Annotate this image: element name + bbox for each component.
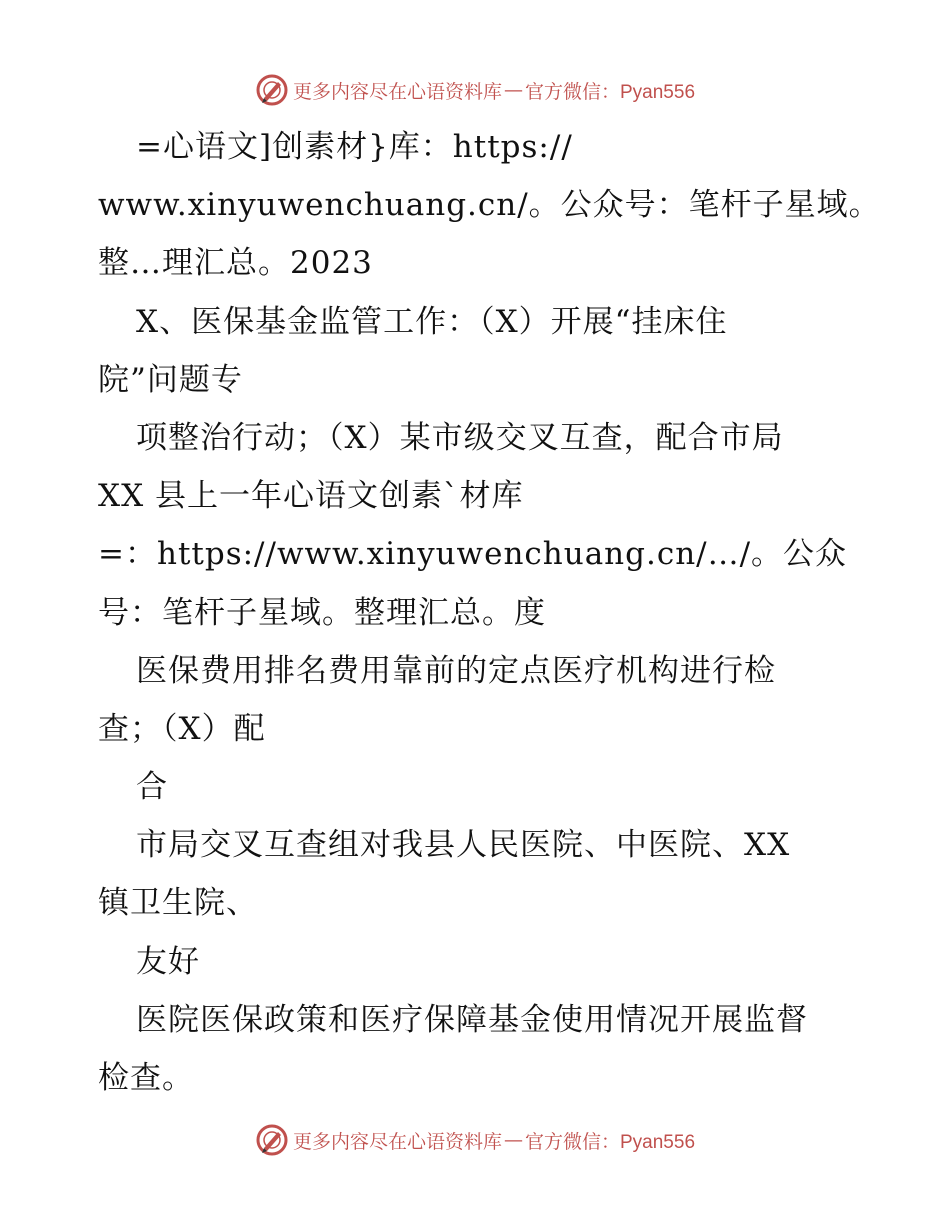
footer-wechat-label: 官方微信：Pyan556 xyxy=(525,1131,696,1153)
footer-banner-text: 更多内容尽在心语资料库 xyxy=(292,1130,502,1153)
pen-logo-icon xyxy=(255,73,289,107)
text-line: 镇卫生院、 xyxy=(98,885,258,922)
text-line: 查；（X）配 xyxy=(98,710,266,747)
text-line: 项整治行动；（X）某市级交叉互查，配合市局 xyxy=(136,419,784,456)
header-banner xyxy=(0,70,950,110)
text-line: XX 县上一年心语文创素`材库 xyxy=(98,478,524,515)
text-line: 院”问题专 xyxy=(98,361,243,398)
text-line: 医院医保政策和医疗保障基金使用情况开展监督 xyxy=(136,1001,808,1038)
header-wechat-label: 官方微信：Pyan556 xyxy=(525,81,696,103)
text-line: 医保费用排名费用靠前的定点医疗机构进行检 xyxy=(136,652,776,689)
text-line: 号：笔杆子星域。整理汇总。度 xyxy=(98,594,546,631)
text-line: www.xinyuwenchuang.cn/。公众号：笔杆子星域。 xyxy=(98,187,881,224)
text-line: 市局交叉互查组对我县人民医院、中医院、XX xyxy=(136,827,791,864)
text-line: 友好 xyxy=(136,943,200,980)
text-line: =：https://www.xinyuwenchuang.cn/…/。公众 xyxy=(98,536,848,573)
text-line: =心语文]创素材}库：https:// xyxy=(136,129,573,165)
document-body xyxy=(98,118,881,1107)
header-banner-text: 更多内容尽在心语资料库 xyxy=(292,80,502,103)
footer-banner xyxy=(0,1120,950,1160)
footer-separator: — xyxy=(504,1129,523,1151)
text-line: X、医保基金监管工作：（X）开展“挂床住 xyxy=(136,303,728,340)
pen-logo-icon xyxy=(255,1123,289,1157)
header-separator: — xyxy=(504,79,523,101)
text-line: 整…理汇总。2023 xyxy=(98,245,373,282)
text-line: 检查。 xyxy=(98,1060,194,1096)
text-line: 合 xyxy=(136,769,168,806)
